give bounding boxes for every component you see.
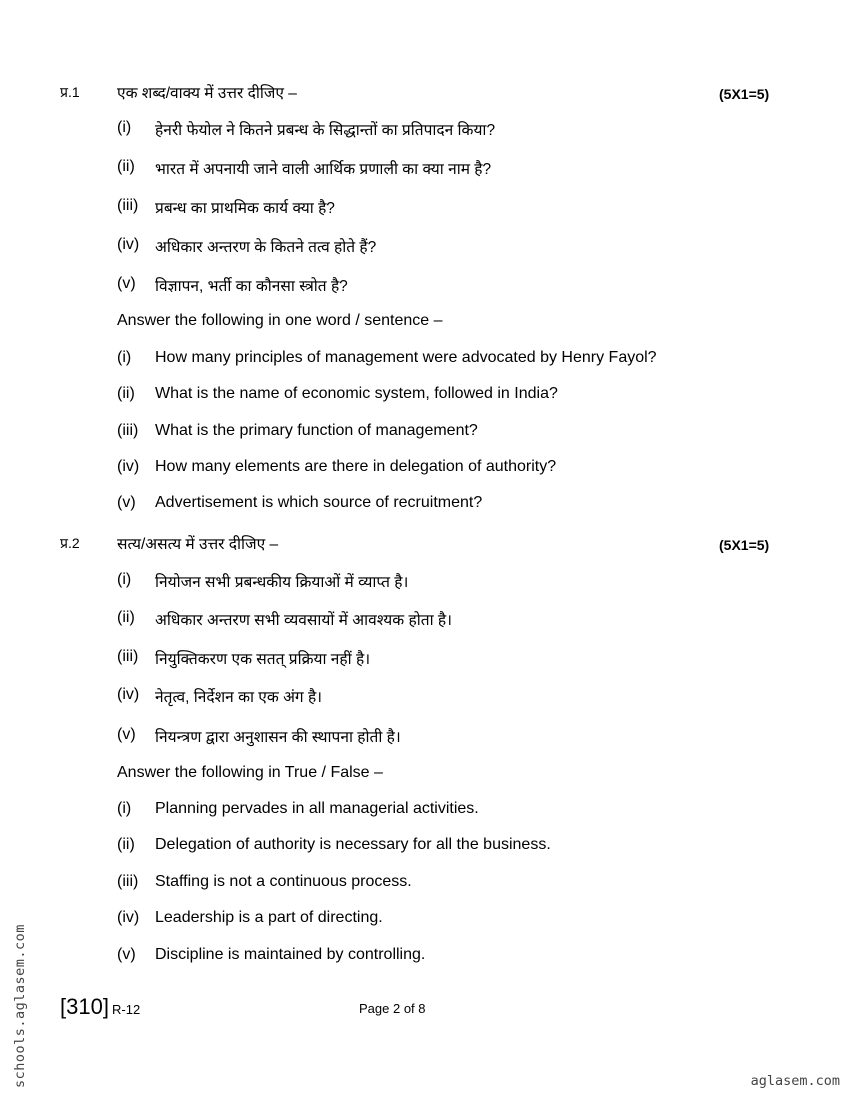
q2-en-item-label: (iv) — [117, 909, 140, 926]
q2-hi-item-label: (v) — [117, 726, 136, 743]
q2-heading-english: Answer the following in True / False – — [117, 764, 383, 781]
q2-en-item-text: Discipline is maintained by controlling. — [155, 946, 426, 963]
q1-hi-item-text: प्रबन्ध का प्राथमिक कार्य क्या है? — [155, 200, 335, 217]
q2-hi-item-label: (iii) — [117, 648, 139, 665]
q1-en-item-label: (ii) — [117, 385, 135, 402]
q1-hi-item-label: (iv) — [117, 236, 140, 253]
q1-hi-item-text: भारत में अपनायी जाने वाली आर्थिक प्रणाली का क्या नाम है? — [155, 161, 492, 178]
q2-en-item-text: Delegation of authority is necessary for all the business. — [155, 836, 551, 853]
q2-en-item-text: Leadership is a part of directing. — [155, 909, 383, 926]
page-number: Page 2 of 8 — [359, 1001, 426, 1016]
q1-en-item-label: (i) — [117, 349, 132, 366]
q1-marks: (5X1=5) — [719, 86, 770, 102]
q1-hi-item-label: (i) — [117, 119, 132, 136]
q1-en-item-text: What is the name of economic system, followed in India? — [155, 385, 558, 402]
q1-hi-item-text: अधिकार अन्तरण के कितने तत्व होते हैं? — [155, 239, 377, 256]
q2-hi-item-text: नियुक्तिकरण एक सतत् प्रक्रिया नहीं है। — [155, 651, 371, 668]
q2-en-item-label: (v) — [117, 946, 136, 963]
q2-marks: (5X1=5) — [719, 537, 770, 553]
q1-hi-item-text: हेनरी फेयोल ने कितने प्रबन्ध के सिद्धान्तों का प्रतिपादन किया? — [155, 122, 496, 139]
q1-en-item-text: How many elements are there in delegation of authority? — [155, 458, 557, 475]
q1-hi-item-text: विज्ञापन, भर्ती का कौनसा स्त्रोत है? — [155, 278, 348, 295]
paper-code: [310] — [60, 994, 109, 1019]
q2-en-item-label: (i) — [117, 800, 132, 817]
q2-hi-item-label: (i) — [117, 571, 132, 588]
q1-number: प्र.1 — [60, 84, 80, 100]
q2-heading-hindi: सत्य/असत्य में उत्तर दीजिए – — [117, 536, 279, 553]
q1-en-item-label: (v) — [117, 494, 136, 511]
q2-number: प्र.2 — [60, 535, 80, 551]
q2-hi-item-text: नियोजन सभी प्रबन्धकीय क्रियाओं में व्याप्त है। — [155, 574, 409, 591]
q1-en-item-label: (iii) — [117, 422, 139, 439]
q2-hi-item-text: अधिकार अन्तरण सभी व्यवसायों में आवश्यक होता है। — [155, 612, 452, 629]
q1-en-item-text: What is the primary function of management? — [155, 422, 478, 439]
q1-heading-english: Answer the following in one word / sentence – — [117, 312, 443, 329]
paper-subcode: R-12 — [112, 1002, 141, 1017]
q2-hi-item-text: नियन्त्रण द्वारा अनुशासन की स्थापना होती है। — [155, 729, 401, 746]
q2-hi-item-label: (iv) — [117, 686, 140, 703]
q2-en-item-label: (ii) — [117, 836, 135, 853]
q2-en-item-text: Planning pervades in all managerial activities. — [155, 800, 479, 817]
bottom-watermark: aglasem.com — [750, 1073, 840, 1089]
q1-hi-item-label: (v) — [117, 275, 136, 292]
q1-hi-item-label: (iii) — [117, 197, 139, 214]
q1-en-item-text: Advertisement is which source of recruitment? — [155, 494, 483, 511]
q2-hi-item-label: (ii) — [117, 609, 135, 626]
side-watermark: schools.aglasem.com — [12, 924, 28, 1088]
q1-en-item-text: How many principles of management were advocated by Henry Fayol? — [155, 349, 657, 366]
q1-en-item-label: (iv) — [117, 458, 140, 475]
q1-heading-hindi: एक शब्द/वाक्य में उत्तर दीजिए – — [117, 85, 297, 102]
q2-hi-item-text: नेतृत्व, निर्देशन का एक अंग है। — [155, 689, 323, 706]
q2-en-item-label: (iii) — [117, 873, 139, 890]
q1-hi-item-label: (ii) — [117, 158, 135, 175]
q2-en-item-text: Staffing is not a continuous process. — [155, 873, 412, 890]
